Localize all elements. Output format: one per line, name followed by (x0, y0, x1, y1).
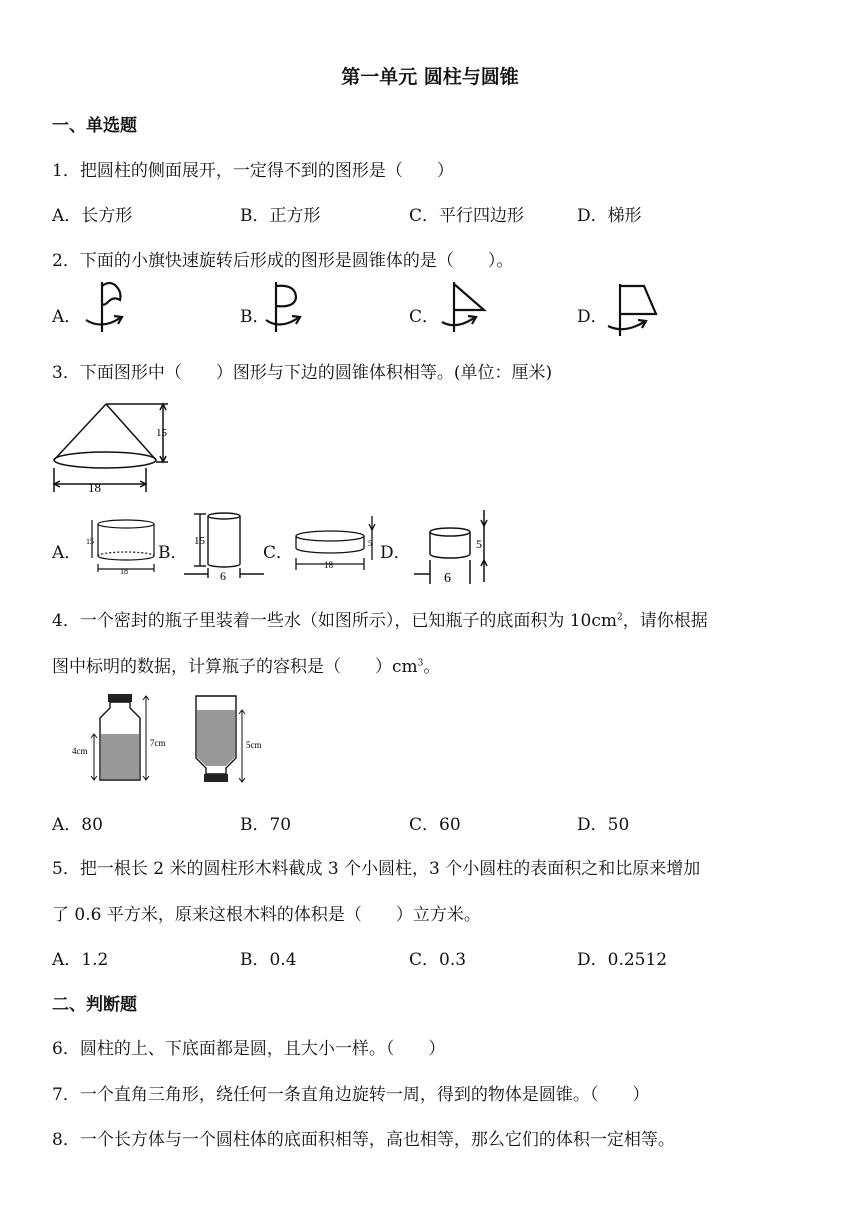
q4-line1-text: 4．一个密封的瓶子里装着一些水（如图所示），已知瓶子的底面积为 10cm (52, 611, 617, 631)
cone-figure (50, 396, 190, 496)
q3-option-b: B． (158, 543, 188, 563)
q5-option-c: C．0.3 (409, 950, 467, 970)
q4-option-c: C．60 (409, 815, 461, 835)
q2-option-c: C． (409, 307, 440, 327)
bottle-height-label: 7cm (150, 738, 166, 748)
q1-option-b: B．正方形 (240, 206, 321, 226)
question-7-stem: 7．一个直角三角形，绕任何一条直角边旋转一周，得到的物体是圆锥。（ ） (52, 1085, 650, 1105)
q2-option-b: B． (240, 307, 270, 327)
question-8-stem: 8．一个长方体与一个圆柱体的底面积相等，高也相等，那么它们的体积一定相等。 (52, 1130, 675, 1150)
q5-option-a: A．1.2 (52, 950, 109, 970)
flag-d-figure (600, 280, 664, 340)
question-6-stem: 6．圆柱的上、下底面都是圆，且大小一样。（ ） (52, 1039, 446, 1059)
option-a-diameter-label: 18 (120, 567, 128, 576)
option-c-cylinder (290, 514, 380, 576)
q4-option-a: A．80 (52, 815, 103, 835)
question-2-stem: 2．下面的小旗快速旋转后形成的图形是圆锥体的是（ ）。 (52, 251, 514, 271)
cone-diameter-label: 18 (88, 480, 101, 495)
q4-line1-superscript: 2 (617, 612, 623, 623)
q1-option-d: D．梯形 (577, 206, 642, 226)
option-a-cylinder (82, 514, 162, 576)
q4-option-b: B．70 (240, 815, 292, 835)
water-height-label: 4cm (72, 746, 88, 756)
question-4-stem-line-2 (52, 652, 440, 677)
q5-option-d: D．0.2512 (577, 950, 668, 970)
flag-a-figure (80, 280, 130, 336)
q2-option-a: A． (52, 307, 82, 327)
q1-option-c: C．平行四边形 (409, 206, 525, 226)
cone-height-label: 15 (156, 427, 167, 439)
option-b-cylinder (180, 506, 270, 582)
option-d-cylinder (410, 506, 500, 586)
q4-line1-tail: ，请你根据 (622, 611, 708, 631)
option-b-height-label: 15 (194, 535, 205, 547)
option-d-diameter-label: 6 (444, 571, 451, 586)
option-c-diameter-label: 18 (324, 560, 333, 570)
option-b-diameter-label: 6 (220, 569, 226, 582)
question-3-stem: 3．下面图形中（ ）图形与下边的圆锥体积相等。(单位：厘米) (52, 363, 553, 383)
q1-option-a: A．长方形 (52, 206, 133, 226)
q3-option-c: C． (263, 543, 294, 563)
option-c-height-label: 5 (368, 539, 372, 548)
question-5-stem-line-2: 了 0.6 平方米，原来这根木料的体积是（ ）立方米。 (52, 905, 481, 925)
option-a-height-label: 15 (86, 537, 94, 546)
q4-line2-tail: 。 (423, 657, 441, 677)
q4-line2-superscript: 3 (417, 658, 424, 669)
question-5-stem-line-1: 5．把一根长 2 米的圆柱形木料截成 3 个小圆柱，3 个小圆柱的表面积之和比原来增加 (52, 859, 701, 879)
option-d-height-label: 5 (476, 537, 482, 551)
question-4-stem-line-1 (52, 606, 708, 631)
q2-option-d: D． (577, 307, 608, 327)
page-title: 第一单元 圆柱与圆锥 (341, 66, 519, 88)
q4-option-d: D．50 (577, 815, 630, 835)
question-1-stem: 1．把圆柱的侧面展开，一定得不到的图形是（ ） (52, 161, 454, 181)
q3-option-d: D． (380, 543, 411, 563)
q4-line2-text: 图中标明的数据，计算瓶子的容积是（ ）cm (52, 657, 418, 677)
q5-option-b: B．0.4 (240, 950, 297, 970)
q3-option-a: A． (52, 543, 82, 563)
section-heading-single-choice: 一、单选题 (52, 116, 137, 136)
inverted-bottle-figure (186, 688, 276, 788)
upright-bottle-figure (70, 688, 180, 788)
flag-b-figure (262, 280, 312, 336)
flag-c-figure (430, 280, 490, 336)
section-heading-true-false: 二、判断题 (52, 995, 137, 1015)
inverted-air-height-label: 5cm (246, 740, 262, 750)
